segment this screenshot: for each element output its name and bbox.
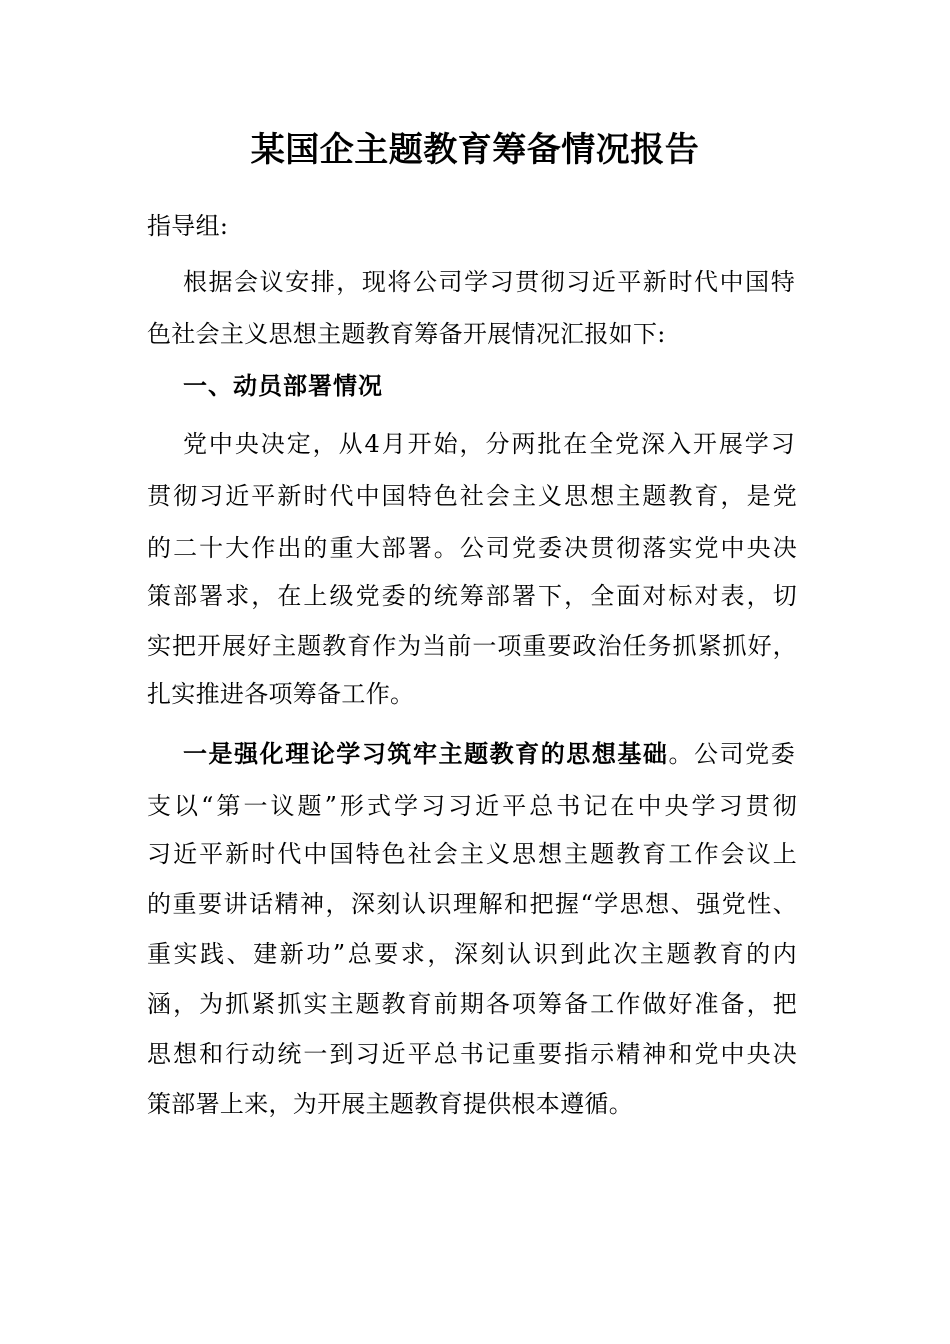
paragraph-line: 支以“第一议题”形式学习习近平总书记在中央学习贯彻 xyxy=(147,792,797,820)
paragraph-line: 党中央决定，从4月开始，分两批在全党深入开展学习 xyxy=(183,430,795,458)
paragraph-line: 扎实推进各项筹备工作。 xyxy=(147,680,415,708)
section-heading: 一、动员部署情况 xyxy=(183,372,383,400)
paragraph-line: 的重要讲话精神，深刻认识理解和把握“学思想、强党性、 xyxy=(147,890,797,918)
salutation: 指导组: xyxy=(147,212,229,240)
paragraph-line: 的二十大作出的重大部署。公司党委决贯彻落实党中央决 xyxy=(147,534,797,562)
lead-rest-text: 。公司党委 xyxy=(668,740,796,768)
paragraph-line: 实把开展好主题教育作为当前一项重要政治任务抓紧抓好， xyxy=(147,632,797,660)
paragraph-line: 重实践、建新功”总要求，深刻认识到此次主题教育的内 xyxy=(147,940,797,968)
paragraph-line: 习近平新时代中国特色社会主义思想主题教育工作会议上 xyxy=(147,840,797,868)
bold-lead-text: 一是强化理论学习筑牢主题教育的思想基础 xyxy=(183,740,669,768)
paragraph-lead-line xyxy=(183,738,795,770)
intro-line: 根据会议安排，现将公司学习贯彻习近平新时代中国特 xyxy=(183,268,795,296)
intro-line: 色社会主义思想主题教育筹备开展情况汇报如下: xyxy=(147,320,666,348)
paragraph-line: 贯彻习近平新时代中国特色社会主义思想主题教育，是党 xyxy=(147,482,797,510)
document-title: 某国企主题教育筹备情况报告 xyxy=(250,130,700,170)
paragraph-line: 策部署上来，为开展主题教育提供根本遵循。 xyxy=(147,1090,633,1118)
paragraph-line: 思想和行动统一到习近平总书记重要指示精神和党中央决 xyxy=(147,1040,797,1068)
paragraph-line: 策部署求，在上级党委的统筹部署下，全面对标对表，切 xyxy=(147,582,797,610)
paragraph-line: 涵，为抓紧抓实主题教育前期各项筹备工作做好准备，把 xyxy=(147,990,797,1018)
